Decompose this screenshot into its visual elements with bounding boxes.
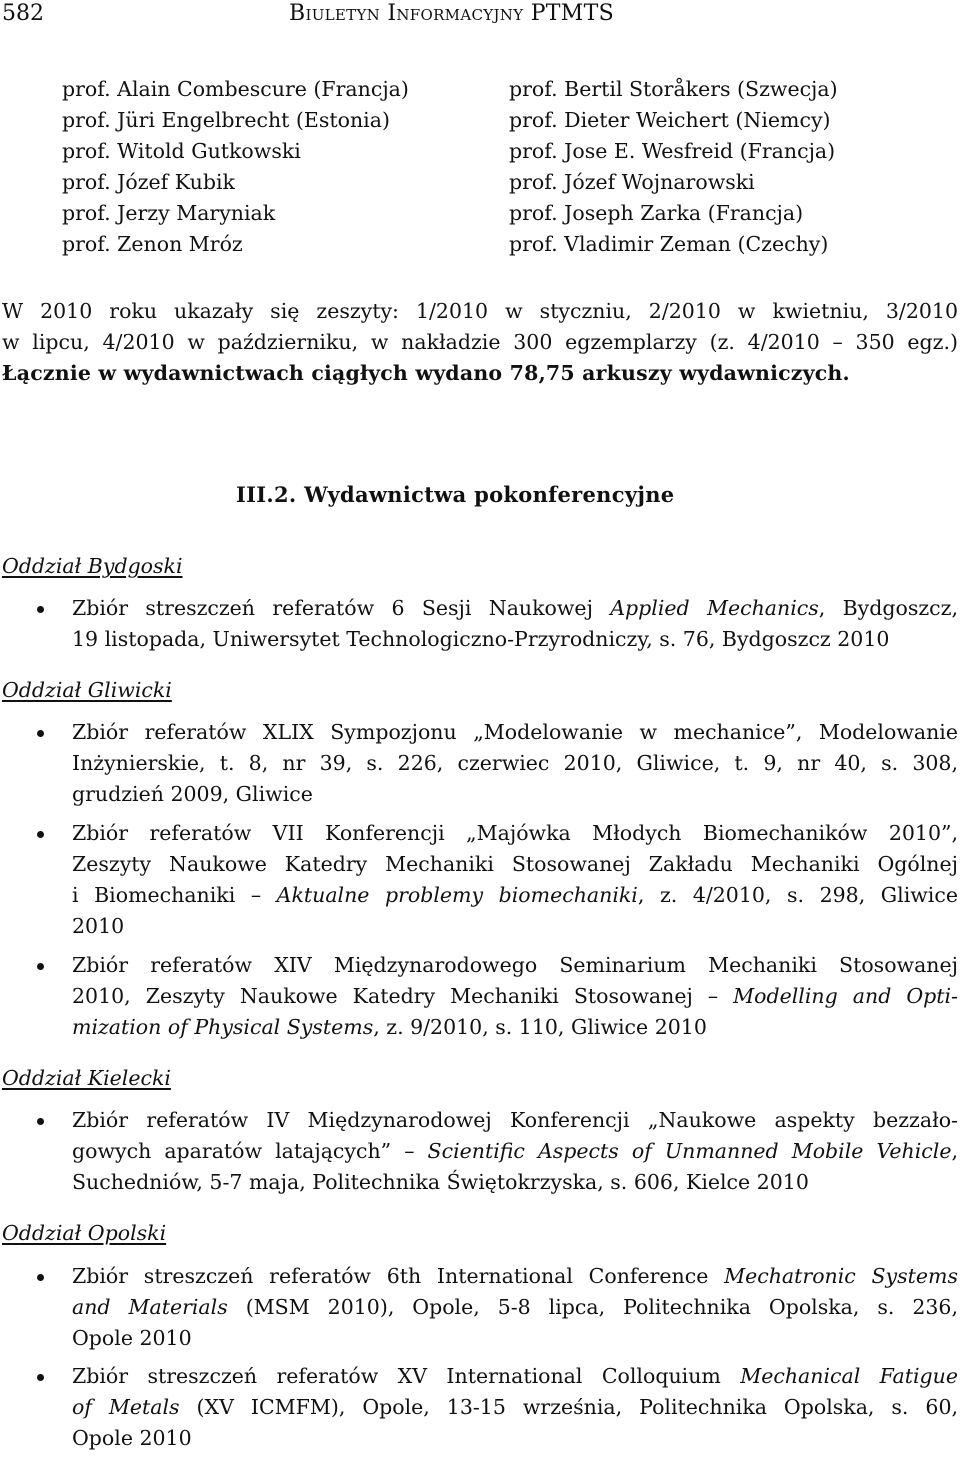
item-text: [72, 593, 958, 655]
list-item: [34, 593, 958, 655]
list-item: [34, 1361, 958, 1454]
item-text-part: i Biomechaniki –: [72, 883, 262, 907]
members-right-column: [509, 74, 838, 260]
item-text-part: Inżynierskie, t. 8, nr 39, s. 226, czerwiec 2010, Gliwice, t. 9, nr 40, s. 308,: [72, 751, 958, 775]
item-text-part: 19 listopada, Uniwersytet Technologiczno-Przyrodniczy, s. 76, Bydgoszcz 2010: [72, 627, 890, 651]
member-name: prof. Joseph Zarka (Francja): [509, 201, 804, 225]
item-text-part: Zbiór streszczeń referatów 6 Sesji Naukowej: [72, 596, 593, 620]
member-name: prof. Jerzy Maryniak: [62, 201, 276, 225]
list-item: [34, 1105, 958, 1198]
item-text-part: (XV ICMFM), Opole, 13-15 września, Politechnika Opolska, s. 60,: [196, 1395, 959, 1419]
item-title-italic: Modelling and Opti-: [733, 984, 958, 1008]
member-name: prof. Dieter Weichert (Niemcy): [509, 108, 831, 132]
member-name: prof. Zenon Mróz: [62, 232, 243, 256]
item-text-part: , z. 9/2010, s. 110, Gliwice 2010: [373, 1015, 707, 1039]
branch-heading-gliwicki: Oddział Gliwicki: [2, 678, 172, 702]
section-heading: III.2. Wydawnictwa pokonferencyjne: [236, 482, 675, 507]
member-name: prof. Jüri Engelbrecht (Estonia): [62, 108, 390, 132]
list-item: [34, 1261, 958, 1354]
item-text-part: gowych aparatów latających” –: [72, 1139, 415, 1163]
list-item: [34, 950, 958, 1043]
item-text-part: Zbiór referatów XLIX Sympozjonu „Modelowanie w mechanice”, Modelowanie: [72, 720, 958, 744]
item-text-part: Zbiór referatów VII Konferencji „Majówka Młodych Biomechaników 2010”,: [72, 821, 958, 845]
item-text-part: , Bydgoszcz,: [818, 596, 958, 620]
edition-total: Łącznie w wydawnictwach ciągłych wydano 78,75 arkuszy wydawniczych.: [2, 361, 850, 385]
item-title-italic: of Metals: [72, 1395, 180, 1419]
item-text-part: Zbiór streszczeń referatów XV International Colloquium: [72, 1364, 721, 1388]
edition-line: W 2010 roku ukazały się zeszyty: 1/2010 w styczniu, 2/2010 w kwietniu, 3/2010: [2, 299, 958, 323]
item-text-part: Suchedniów, 5-7 maja, Politechnika Świętokrzyska, s. 606, Kielce 2010: [72, 1170, 809, 1194]
item-text-part: , z. 4/2010, s. 298, Gliwice: [637, 883, 958, 907]
members-left-column: [62, 74, 409, 260]
item-title-italic: Mechatronic Systems: [724, 1264, 958, 1288]
item-text-part: 2010, Zeszyty Naukowe Katedry Mechaniki Stosowanej –: [72, 984, 719, 1008]
running-header: [0, 0, 960, 30]
item-text-part: grudzień 2009, Gliwice: [72, 782, 313, 806]
item-title-italic: Scientific Aspects of Unmanned Mobile Vehicle: [427, 1139, 952, 1163]
page-number: 582: [2, 1, 44, 26]
member-name: prof. Alain Combescure (Francja): [62, 77, 409, 101]
item-text-part: 2010: [72, 914, 125, 938]
member-name: prof. Vladimir Zeman (Czechy): [509, 232, 829, 256]
item-text-part: Zbiór referatów XIV Międzynarodowego Seminarium Mechaniki Stosowanej: [72, 953, 958, 977]
item-text: [72, 1105, 958, 1198]
item-text-part: Opole 2010: [72, 1326, 192, 1350]
item-text-part: ,: [951, 1139, 958, 1163]
item-title-italic: Applied Mechanics: [610, 596, 819, 620]
item-title-italic: Aktualne problemy biomechaniki: [276, 883, 638, 907]
edition-paragraph: [2, 296, 958, 389]
journal-title: Biuletyn Informacyjny PTMTS: [289, 1, 614, 26]
item-text: [72, 717, 958, 810]
item-text-part: Zeszyty Naukowe Katedry Mechaniki Stosowanej Zakładu Mechaniki Ogólnej: [72, 852, 958, 876]
item-text: [72, 1261, 958, 1354]
item-title-italic: mization of Physical Systems: [72, 1015, 374, 1039]
item-title-italic: and Materials: [72, 1295, 228, 1319]
edition-line: w lipcu, 4/2010 w październiku, w nakładzie 300 egzemplarzy (z. 4/2010 – 350 egz.): [2, 330, 958, 354]
list-item: [34, 818, 958, 942]
item-text: [72, 1361, 958, 1454]
item-text-part: (MSM 2010), Opole, 5-8 lipca, Politechnika Opolska, s. 236,: [245, 1295, 958, 1319]
member-name: prof. Witold Gutkowski: [62, 139, 301, 163]
item-text: [72, 818, 958, 942]
member-name: prof. Józef Wojnarowski: [509, 170, 755, 194]
item-text-part: Opole 2010: [72, 1426, 192, 1450]
item-title-italic: Mechanical Fatigue: [740, 1364, 958, 1388]
item-text-part: Zbiór referatów IV Międzynarodowej Konferencji „Naukowe aspekty bezzało-: [72, 1108, 958, 1132]
list-item: [34, 717, 958, 810]
member-name: prof. Józef Kubik: [62, 170, 235, 194]
member-name: prof. Bertil Storåkers (Szwecja): [509, 77, 838, 101]
item-text-part: Zbiór streszczeń referatów 6th International Conference: [72, 1264, 709, 1288]
item-text: [72, 950, 958, 1043]
branch-heading-kielecki: Oddział Kielecki: [2, 1066, 171, 1090]
branch-heading-opolski: Oddział Opolski: [2, 1221, 167, 1245]
member-name: prof. Jose E. Wesfreid (Francja): [509, 139, 836, 163]
branch-heading-bydgoski: Oddział Bydgoski: [2, 554, 183, 578]
